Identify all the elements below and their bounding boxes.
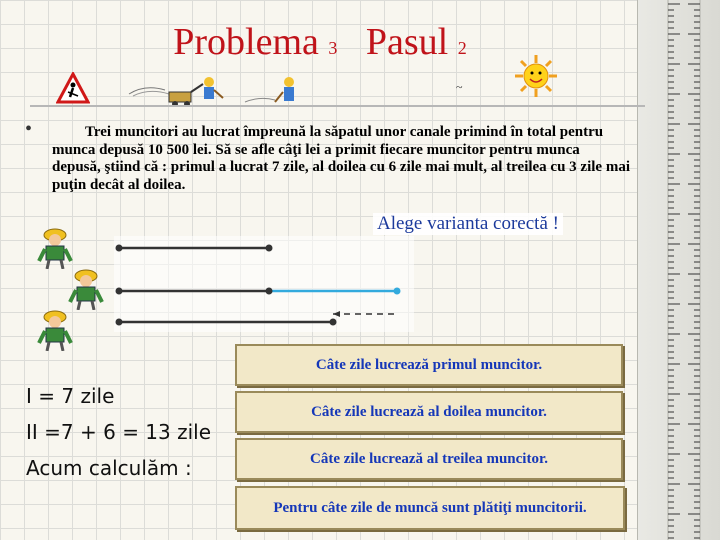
title-main: Problema bbox=[173, 21, 319, 63]
ruler-decoration bbox=[637, 0, 720, 540]
title-step: Pasul bbox=[365, 21, 449, 63]
choose-prompt: Alege varianta corectă ! bbox=[373, 213, 563, 235]
warning-sign-icon bbox=[56, 72, 90, 106]
worker-icon bbox=[66, 266, 106, 310]
small-mark: ~ bbox=[456, 80, 463, 94]
construction-illustration bbox=[125, 74, 305, 108]
answer-option-1[interactable]: Câte zile lucrează primul muncitor. bbox=[235, 344, 623, 386]
step-number: 2 bbox=[457, 38, 467, 58]
work-line-3: Acum calculăm : bbox=[26, 456, 192, 480]
bullet: • bbox=[25, 118, 33, 140]
answer-option-3[interactable]: Câte zile lucrează al treilea muncitor. bbox=[235, 438, 623, 480]
answer-option-2[interactable]: Câte zile lucrează al doilea muncitor. bbox=[235, 391, 623, 433]
worker-icon bbox=[35, 225, 75, 269]
answer-option-4[interactable]: Pentru câte zile de muncă sunt plătiţi muncitorii. bbox=[235, 486, 625, 530]
work-line-1: I = 7 zile bbox=[26, 384, 115, 408]
segment-diagram bbox=[110, 230, 420, 340]
header-divider bbox=[30, 105, 645, 107]
ruler-icon bbox=[638, 0, 720, 540]
title-number: 3 bbox=[328, 38, 338, 58]
problem-text: Trei muncitori au lucrat împreună la săpatul unor canale primind în total pentru munca depusă 10 500 lei. Să se afle câţi lei a primit fiecare muncitor pentru munca depusă, ştiind că : primul a lucrat 7 zile, al doilea cu 6 zile mai mult, al treilea cu 3 zile mai puţin decât al doilea. bbox=[52, 124, 630, 193]
work-line-2: II =7 + 6 = 13 zile bbox=[26, 420, 212, 444]
sun-icon bbox=[514, 54, 558, 98]
worker-icon bbox=[35, 307, 75, 351]
